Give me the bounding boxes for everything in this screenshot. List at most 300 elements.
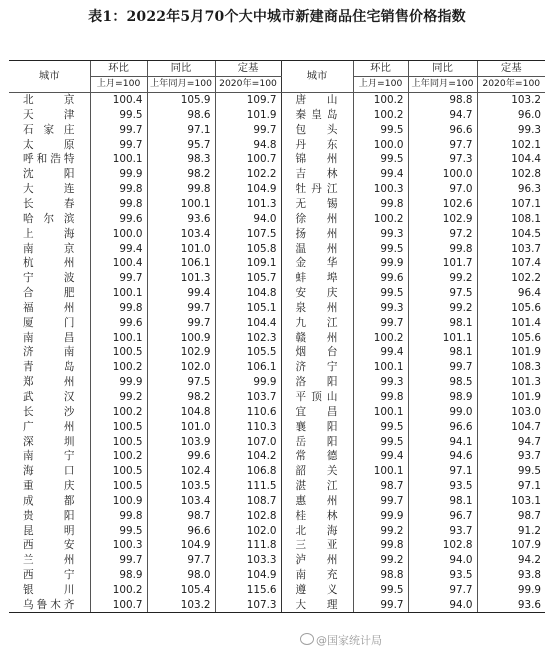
yoy-cell: 101.3 xyxy=(147,271,215,286)
fixed-base-cell: 104.5 xyxy=(477,226,545,241)
yoy-cell: 98.7 xyxy=(147,508,215,523)
table-row xyxy=(9,360,545,375)
table-row xyxy=(9,464,545,479)
mom-cell: 99.5 xyxy=(90,523,147,538)
fixed-base-cell: 101.9 xyxy=(477,345,545,360)
yoy-cell: 99.6 xyxy=(147,449,215,464)
fixed-base-cell: 104.9 xyxy=(215,568,281,583)
header-base-right: 定基 xyxy=(477,61,545,77)
mom-cell: 100.0 xyxy=(353,137,408,152)
fixed-base-cell: 107.3 xyxy=(215,597,281,612)
fixed-base-cell: 109.7 xyxy=(215,92,281,107)
fixed-base-cell: 109.1 xyxy=(215,256,281,271)
city-cell: 襄 阳 xyxy=(295,420,339,433)
table-row xyxy=(9,286,545,301)
fixed-base-cell: 94.2 xyxy=(477,553,545,568)
fixed-base-cell: 99.7 xyxy=(215,122,281,137)
fixed-base-cell: 107.0 xyxy=(215,434,281,449)
yoy-cell: 99.2 xyxy=(408,271,477,286)
mom-cell: 100.2 xyxy=(353,330,408,345)
fixed-base-cell: 104.4 xyxy=(477,152,545,167)
city-cell: 太 原 xyxy=(23,138,76,151)
fixed-base-cell: 105.1 xyxy=(215,301,281,316)
fixed-base-cell: 102.2 xyxy=(477,271,545,286)
mom-cell: 99.5 xyxy=(353,241,408,256)
mom-cell: 100.1 xyxy=(353,360,408,375)
yoy-cell: 102.0 xyxy=(147,360,215,375)
yoy-cell: 98.1 xyxy=(408,493,477,508)
table-row xyxy=(9,568,545,583)
fixed-base-cell: 99.9 xyxy=(477,583,545,598)
city-cell: 沈 阳 xyxy=(23,168,76,181)
city-cell: 牡丹江 xyxy=(295,183,339,196)
yoy-cell: 103.4 xyxy=(147,226,215,241)
city-cell: 烟 台 xyxy=(295,346,339,359)
fixed-base-cell: 108.1 xyxy=(477,211,545,226)
mom-cell: 99.9 xyxy=(90,167,147,182)
mom-cell: 100.2 xyxy=(353,92,408,107)
mom-cell: 99.8 xyxy=(353,390,408,405)
yoy-cell: 98.6 xyxy=(147,108,215,123)
header-fixed-base-right: 2020年=100 xyxy=(477,76,545,92)
header-yoy-base-right: 上年同月=100 xyxy=(408,76,477,92)
table-row xyxy=(9,226,545,241)
table-row xyxy=(9,597,545,612)
fixed-base-cell: 104.9 xyxy=(215,182,281,197)
mom-cell: 99.9 xyxy=(353,256,408,271)
city-cell: 秦皇岛 xyxy=(295,108,339,121)
yoy-cell: 99.2 xyxy=(408,301,477,316)
yoy-cell: 102.9 xyxy=(147,345,215,360)
city-cell: 扬 州 xyxy=(295,227,339,240)
fixed-base-cell: 111.8 xyxy=(215,538,281,553)
mom-cell: 100.1 xyxy=(90,330,147,345)
fixed-base-cell: 110.6 xyxy=(215,404,281,419)
yoy-cell: 97.3 xyxy=(408,152,477,167)
yoy-cell: 98.1 xyxy=(408,345,477,360)
city-cell: 长 春 xyxy=(23,198,76,211)
fixed-base-cell: 105.6 xyxy=(477,301,545,316)
yoy-cell: 98.1 xyxy=(408,315,477,330)
table-row xyxy=(9,137,545,152)
fixed-base-cell: 104.2 xyxy=(215,449,281,464)
yoy-cell: 97.1 xyxy=(147,122,215,137)
fixed-base-cell: 93.7 xyxy=(477,449,545,464)
table-row xyxy=(9,434,545,449)
city-cell: 郑 州 xyxy=(23,376,76,389)
city-cell: 九 江 xyxy=(295,316,339,329)
yoy-cell: 105.4 xyxy=(147,583,215,598)
fixed-base-cell: 106.1 xyxy=(215,360,281,375)
mom-cell: 100.2 xyxy=(90,404,147,419)
yoy-cell: 94.6 xyxy=(408,449,477,464)
city-cell: 海 口 xyxy=(23,465,76,478)
yoy-cell: 93.7 xyxy=(408,523,477,538)
fixed-base-cell: 101.9 xyxy=(477,390,545,405)
yoy-cell: 104.9 xyxy=(147,538,215,553)
yoy-cell: 98.2 xyxy=(147,390,215,405)
yoy-cell: 102.6 xyxy=(408,197,477,212)
fixed-base-cell: 105.5 xyxy=(215,345,281,360)
yoy-cell: 98.2 xyxy=(147,167,215,182)
yoy-cell: 99.7 xyxy=(147,301,215,316)
yoy-cell: 104.8 xyxy=(147,404,215,419)
watermark xyxy=(300,632,382,648)
mom-cell: 99.5 xyxy=(353,122,408,137)
mom-cell: 100.4 xyxy=(90,92,147,107)
mom-cell: 99.2 xyxy=(353,553,408,568)
fixed-base-cell: 93.8 xyxy=(477,568,545,583)
mom-cell: 100.0 xyxy=(90,226,147,241)
mom-cell: 100.2 xyxy=(353,108,408,123)
city-cell: 金 华 xyxy=(295,257,339,270)
yoy-cell: 96.6 xyxy=(408,419,477,434)
header-city-right: 城市 xyxy=(281,61,353,93)
city-cell: 乌鲁木齐 xyxy=(9,597,90,612)
fixed-base-cell: 94.8 xyxy=(215,137,281,152)
yoy-cell: 98.3 xyxy=(147,152,215,167)
mom-cell: 99.8 xyxy=(353,197,408,212)
price-index-table xyxy=(9,60,545,613)
fixed-base-cell: 104.8 xyxy=(215,286,281,301)
table-row xyxy=(9,493,545,508)
table-row xyxy=(9,271,545,286)
yoy-cell: 103.5 xyxy=(147,479,215,494)
fixed-base-cell: 101.4 xyxy=(477,315,545,330)
mom-cell: 99.7 xyxy=(90,122,147,137)
yoy-cell: 96.6 xyxy=(408,122,477,137)
yoy-cell: 93.5 xyxy=(408,568,477,583)
city-cell: 三 亚 xyxy=(295,539,339,552)
city-cell: 石家庄 xyxy=(23,123,76,136)
table-body xyxy=(9,92,545,613)
yoy-cell: 94.1 xyxy=(408,434,477,449)
mom-cell: 99.9 xyxy=(353,508,408,523)
mom-cell: 100.1 xyxy=(353,404,408,419)
fixed-base-cell: 94.0 xyxy=(215,211,281,226)
city-cell: 北 京 xyxy=(23,94,76,107)
mom-cell: 99.6 xyxy=(90,315,147,330)
fixed-base-cell: 102.8 xyxy=(477,167,545,182)
header-row-groups xyxy=(9,61,545,77)
city-cell: 武 汉 xyxy=(23,390,76,403)
mom-cell: 99.3 xyxy=(353,375,408,390)
fixed-base-cell: 100.7 xyxy=(215,152,281,167)
mom-cell: 99.3 xyxy=(353,226,408,241)
yoy-cell: 98.8 xyxy=(408,92,477,107)
yoy-cell: 93.5 xyxy=(408,479,477,494)
city-cell: 兰 州 xyxy=(23,554,76,567)
city-cell: 贵 阳 xyxy=(23,509,76,522)
fixed-base-cell: 103.0 xyxy=(477,404,545,419)
fixed-base-cell: 103.2 xyxy=(477,92,545,107)
mom-cell: 99.4 xyxy=(353,345,408,360)
yoy-cell: 99.7 xyxy=(408,360,477,375)
fixed-base-cell: 115.6 xyxy=(215,583,281,598)
yoy-cell: 94.0 xyxy=(408,553,477,568)
yoy-cell: 98.0 xyxy=(147,568,215,583)
city-cell: 上 海 xyxy=(23,227,76,240)
city-cell: 呼和浩特 xyxy=(23,153,76,166)
city-cell: 岳 阳 xyxy=(295,435,339,448)
mom-cell: 100.5 xyxy=(90,434,147,449)
city-cell: 南 宁 xyxy=(23,450,76,463)
header-fixed-base-left: 2020年=100 xyxy=(215,76,281,92)
mom-cell: 99.7 xyxy=(90,271,147,286)
yoy-cell: 97.7 xyxy=(147,553,215,568)
header-mom-right: 环比 xyxy=(353,61,408,77)
yoy-cell: 97.1 xyxy=(408,464,477,479)
mom-cell: 99.7 xyxy=(353,493,408,508)
table-row xyxy=(9,241,545,256)
fixed-base-cell: 104.7 xyxy=(477,419,545,434)
mom-cell: 100.4 xyxy=(90,256,147,271)
city-cell: 银 川 xyxy=(23,583,76,596)
yoy-cell: 99.8 xyxy=(147,182,215,197)
fixed-base-cell: 106.8 xyxy=(215,464,281,479)
city-cell: 杭 州 xyxy=(23,257,76,270)
mom-cell: 100.5 xyxy=(90,419,147,434)
fixed-base-cell: 93.6 xyxy=(477,597,545,612)
mom-cell: 100.2 xyxy=(353,211,408,226)
mom-cell: 99.3 xyxy=(353,301,408,316)
table-row xyxy=(9,583,545,598)
fixed-base-cell: 98.7 xyxy=(477,508,545,523)
table-row xyxy=(9,523,545,538)
mom-cell: 99.9 xyxy=(90,375,147,390)
header-yoy-right: 同比 xyxy=(408,61,477,77)
table-row xyxy=(9,182,545,197)
fixed-base-cell: 99.9 xyxy=(215,375,281,390)
mom-cell: 100.5 xyxy=(90,479,147,494)
mom-cell: 99.8 xyxy=(90,508,147,523)
yoy-cell: 99.4 xyxy=(147,286,215,301)
table-row xyxy=(9,167,545,182)
table-row xyxy=(9,404,545,419)
fixed-base-cell: 103.7 xyxy=(477,241,545,256)
mom-cell: 99.7 xyxy=(90,137,147,152)
table-row xyxy=(9,553,545,568)
city-cell: 济 南 xyxy=(23,346,76,359)
city-cell: 唐 山 xyxy=(295,94,339,107)
yoy-cell: 103.9 xyxy=(147,434,215,449)
header-yoy-left: 同比 xyxy=(147,61,215,77)
mom-cell: 99.6 xyxy=(90,211,147,226)
city-cell: 泉 州 xyxy=(295,301,339,314)
yoy-cell: 100.9 xyxy=(147,330,215,345)
mom-cell: 100.5 xyxy=(90,345,147,360)
yoy-cell: 102.8 xyxy=(408,538,477,553)
table-row xyxy=(9,197,545,212)
yoy-cell: 96.7 xyxy=(408,508,477,523)
city-cell: 合 肥 xyxy=(23,287,76,300)
city-cell: 蚌 埠 xyxy=(295,272,339,285)
mom-cell: 100.1 xyxy=(90,286,147,301)
yoy-cell: 101.0 xyxy=(147,241,215,256)
yoy-cell: 99.0 xyxy=(408,404,477,419)
city-cell: 成 都 xyxy=(23,494,76,507)
yoy-cell: 103.2 xyxy=(147,597,215,612)
fixed-base-cell: 99.5 xyxy=(477,464,545,479)
mom-cell: 99.8 xyxy=(90,182,147,197)
header-mom-base-left: 上月=100 xyxy=(90,76,147,92)
yoy-cell: 101.0 xyxy=(147,419,215,434)
yoy-cell: 101.7 xyxy=(408,256,477,271)
city-cell: 昆 明 xyxy=(23,524,76,537)
mom-cell: 98.9 xyxy=(90,568,147,583)
mom-cell: 100.3 xyxy=(90,538,147,553)
mom-cell: 100.1 xyxy=(90,152,147,167)
fixed-base-cell: 91.2 xyxy=(477,523,545,538)
fixed-base-cell: 108.7 xyxy=(215,493,281,508)
table-row xyxy=(9,92,545,107)
mom-cell: 100.2 xyxy=(90,449,147,464)
fixed-base-cell: 107.1 xyxy=(477,197,545,212)
city-cell: 济 宁 xyxy=(295,361,339,374)
city-cell: 平顶山 xyxy=(295,390,339,403)
city-cell: 惠 州 xyxy=(295,494,339,507)
city-cell: 厦 门 xyxy=(23,316,76,329)
fixed-base-cell: 105.6 xyxy=(477,330,545,345)
yoy-cell: 93.6 xyxy=(147,211,215,226)
table-row xyxy=(9,479,545,494)
city-cell: 天 津 xyxy=(23,108,76,121)
city-cell: 广 州 xyxy=(23,420,76,433)
city-cell: 长 沙 xyxy=(23,405,76,418)
table-row xyxy=(9,538,545,553)
mom-cell: 100.5 xyxy=(90,464,147,479)
city-cell: 北 海 xyxy=(295,524,339,537)
yoy-cell: 103.4 xyxy=(147,493,215,508)
city-cell: 温 州 xyxy=(295,242,339,255)
yoy-cell: 97.7 xyxy=(408,583,477,598)
yoy-cell: 95.7 xyxy=(147,137,215,152)
table-row xyxy=(9,390,545,405)
mom-cell: 99.8 xyxy=(90,301,147,316)
fixed-base-cell: 107.5 xyxy=(215,226,281,241)
city-cell: 南 昌 xyxy=(23,331,76,344)
yoy-cell: 98.5 xyxy=(408,375,477,390)
header-mom-base-right: 上月=100 xyxy=(353,76,408,92)
yoy-cell: 97.0 xyxy=(408,182,477,197)
yoy-cell: 100.0 xyxy=(408,167,477,182)
table-row xyxy=(9,256,545,271)
yoy-cell: 97.2 xyxy=(408,226,477,241)
table-row xyxy=(9,152,545,167)
table-row xyxy=(9,375,545,390)
fixed-base-cell: 104.4 xyxy=(215,315,281,330)
mom-cell: 99.7 xyxy=(353,315,408,330)
yoy-cell: 97.5 xyxy=(147,375,215,390)
fixed-base-cell: 94.7 xyxy=(477,434,545,449)
city-cell: 宁 波 xyxy=(23,272,76,285)
yoy-cell: 102.9 xyxy=(408,211,477,226)
yoy-cell: 97.5 xyxy=(408,286,477,301)
yoy-cell: 102.4 xyxy=(147,464,215,479)
city-cell: 南 充 xyxy=(295,569,339,582)
table-row xyxy=(9,330,545,345)
table-row xyxy=(9,301,545,316)
fixed-base-cell: 110.3 xyxy=(215,419,281,434)
fixed-base-cell: 103.7 xyxy=(215,390,281,405)
table-title: 表1：2022年5月70个大中城市新建商品住宅销售价格指数 xyxy=(88,9,466,25)
mom-cell: 99.6 xyxy=(353,271,408,286)
mom-cell: 99.4 xyxy=(353,167,408,182)
table-row xyxy=(9,419,545,434)
city-cell: 常 德 xyxy=(295,450,339,463)
city-cell: 深 圳 xyxy=(23,435,76,448)
mom-cell: 99.4 xyxy=(90,241,147,256)
city-cell: 无 锡 xyxy=(295,198,339,211)
city-cell: 宜 昌 xyxy=(295,405,339,418)
fixed-base-cell: 105.7 xyxy=(215,271,281,286)
table-row xyxy=(9,508,545,523)
header-base-left: 定基 xyxy=(215,61,281,77)
yoy-cell: 99.7 xyxy=(147,315,215,330)
city-cell: 青 岛 xyxy=(23,361,76,374)
city-cell: 哈尔滨 xyxy=(23,212,76,225)
header-yoy-base-left: 上年同月=100 xyxy=(147,76,215,92)
yoy-cell: 96.6 xyxy=(147,523,215,538)
mom-cell: 99.5 xyxy=(353,434,408,449)
city-cell: 包 头 xyxy=(295,123,339,136)
table-row xyxy=(9,122,545,137)
mom-cell: 99.5 xyxy=(353,583,408,598)
city-cell: 洛 阳 xyxy=(295,376,339,389)
mom-cell: 99.5 xyxy=(353,419,408,434)
mom-cell: 100.2 xyxy=(90,583,147,598)
city-cell: 泸 州 xyxy=(295,554,339,567)
yoy-cell: 101.1 xyxy=(408,330,477,345)
city-cell: 桂 林 xyxy=(295,509,339,522)
fixed-base-cell: 96.4 xyxy=(477,286,545,301)
city-cell: 赣 州 xyxy=(295,331,339,344)
city-cell: 重 庆 xyxy=(23,480,76,493)
city-cell: 安 庆 xyxy=(295,287,339,300)
watermark-text: @国家统计局 xyxy=(316,634,382,647)
fixed-base-cell: 103.1 xyxy=(477,493,545,508)
yoy-cell: 94.0 xyxy=(408,597,477,612)
table-row xyxy=(9,211,545,226)
mom-cell: 99.8 xyxy=(90,197,147,212)
fixed-base-cell: 102.8 xyxy=(215,508,281,523)
city-cell: 西 安 xyxy=(23,539,76,552)
fixed-base-cell: 111.5 xyxy=(215,479,281,494)
fixed-base-cell: 107.4 xyxy=(477,256,545,271)
city-cell: 锦 州 xyxy=(295,153,339,166)
city-cell: 徐 州 xyxy=(295,212,339,225)
mom-cell: 100.3 xyxy=(353,182,408,197)
fixed-base-cell: 101.3 xyxy=(215,197,281,212)
yoy-cell: 106.1 xyxy=(147,256,215,271)
table-row xyxy=(9,449,545,464)
city-cell: 遵 义 xyxy=(295,583,339,596)
city-cell: 大 理 xyxy=(281,597,353,612)
fixed-base-cell: 102.0 xyxy=(215,523,281,538)
fixed-base-cell: 108.3 xyxy=(477,360,545,375)
mom-cell: 99.2 xyxy=(90,390,147,405)
mom-cell: 99.7 xyxy=(353,597,408,612)
city-cell: 吉 林 xyxy=(295,168,339,181)
mom-cell: 100.1 xyxy=(353,464,408,479)
city-cell: 丹 东 xyxy=(295,138,339,151)
mom-cell: 100.7 xyxy=(90,597,147,612)
yoy-cell: 98.9 xyxy=(408,390,477,405)
city-cell: 南 京 xyxy=(23,242,76,255)
mom-cell: 100.2 xyxy=(90,360,147,375)
mom-cell: 98.7 xyxy=(353,479,408,494)
fixed-base-cell: 105.8 xyxy=(215,241,281,256)
